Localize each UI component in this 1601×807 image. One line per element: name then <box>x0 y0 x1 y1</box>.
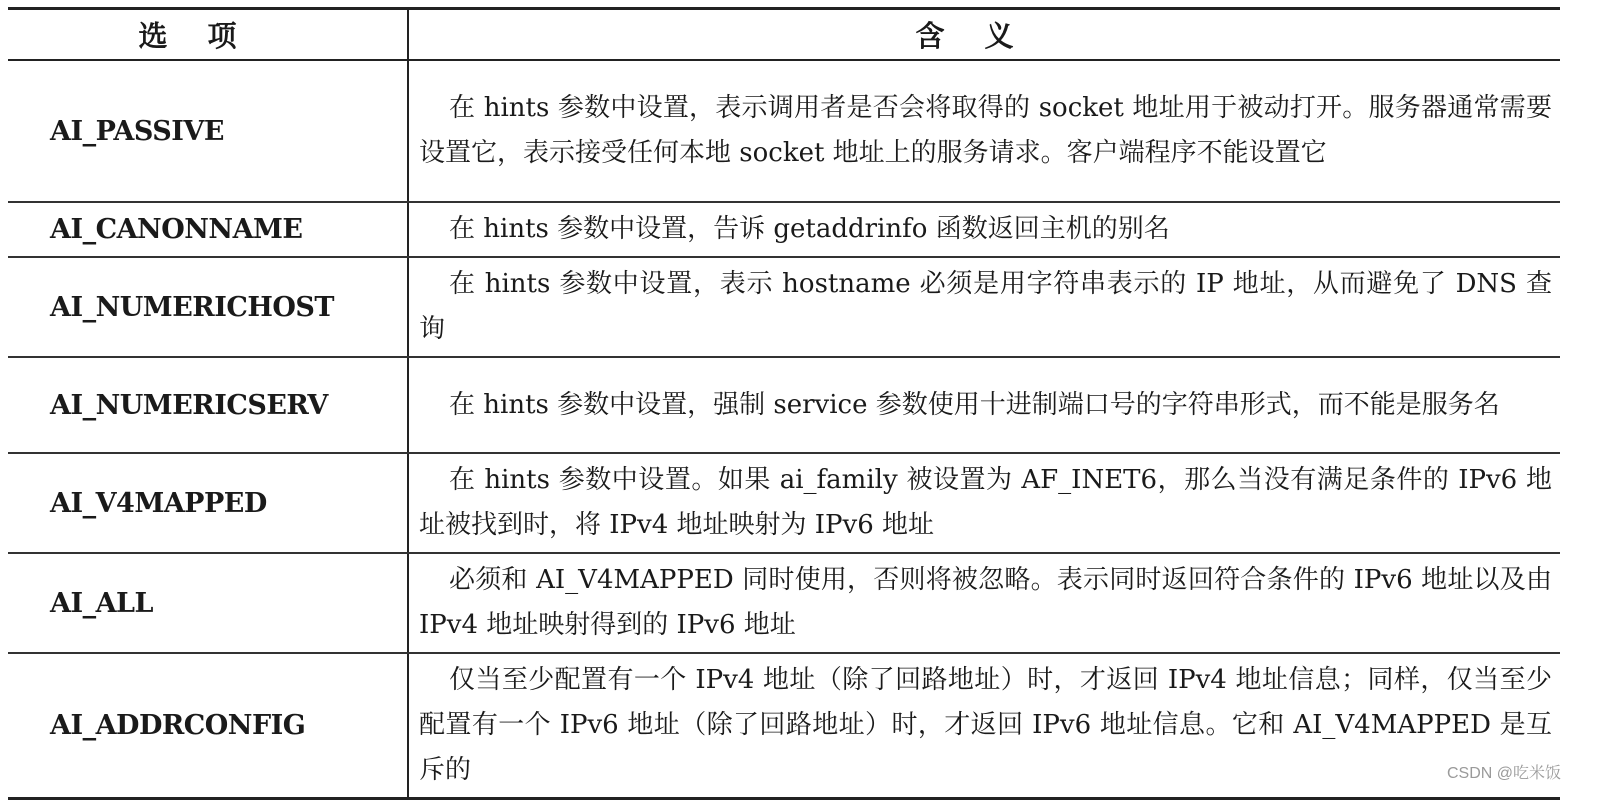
option-cell: AI_ALL <box>8 553 408 653</box>
options-table-container <box>8 7 1560 800</box>
option-cell: AI_V4MAPPED <box>8 453 408 553</box>
options-table <box>8 7 1560 800</box>
option-cell: AI_NUMERICSERV <box>8 357 408 453</box>
table-row <box>8 202 1560 257</box>
table-row <box>8 257 1560 357</box>
meaning-cell: 仅当至少配置有一个 IPv4 地址（除了回路地址）时，才返回 IPv4 地址信息；同样，仅当至少配置有一个 IPv6 地址（除了回路地址）时，才返回 IPv6 地址信息。它和 AI_V4MAPPED 是互斥的 <box>408 653 1560 799</box>
option-cell: AI_NUMERICHOST <box>8 257 408 357</box>
header-option: 选项 <box>8 9 408 61</box>
option-cell: AI_CANONNAME <box>8 202 408 257</box>
meaning-cell: 在 hints 参数中设置，强制 service 参数使用十进制端口号的字符串形式，而不能是服务名 <box>408 357 1560 453</box>
meaning-cell: 在 hints 参数中设置，告诉 getaddrinfo 函数返回主机的别名 <box>408 202 1560 257</box>
watermark: CSDN @吃米饭 <box>1446 765 1561 782</box>
option-cell: AI_ADDRCONFIG <box>8 653 408 799</box>
header-meaning: 含义 <box>408 9 1560 61</box>
meaning-cell: 在 hints 参数中设置，表示调用者是否会将取得的 socket 地址用于被动打开。服务器通常需要设置它，表示接受任何本地 socket 地址上的服务请求。客户端程序不能设置它 <box>408 60 1560 202</box>
meaning-cell: 在 hints 参数中设置，表示 hostname 必须是用字符串表示的 IP 地址，从而避免了 DNS 查询 <box>408 257 1560 357</box>
table-row <box>8 553 1560 653</box>
meaning-cell: 在 hints 参数中设置。如果 ai_family 被设置为 AF_INET6，那么当没有满足条件的 IPv6 地址被找到时，将 IPv4 地址映射为 IPv6 地址 <box>408 453 1560 553</box>
table-row <box>8 357 1560 453</box>
table-row <box>8 60 1560 202</box>
table-row <box>8 653 1560 799</box>
meaning-cell: 必须和 AI_V4MAPPED 同时使用，否则将被忽略。表示同时返回符合条件的 IPv6 地址以及由 IPv4 地址映射得到的 IPv6 地址 <box>408 553 1560 653</box>
option-cell: AI_PASSIVE <box>8 60 408 202</box>
table-header-row <box>8 9 1560 61</box>
table-row <box>8 453 1560 553</box>
